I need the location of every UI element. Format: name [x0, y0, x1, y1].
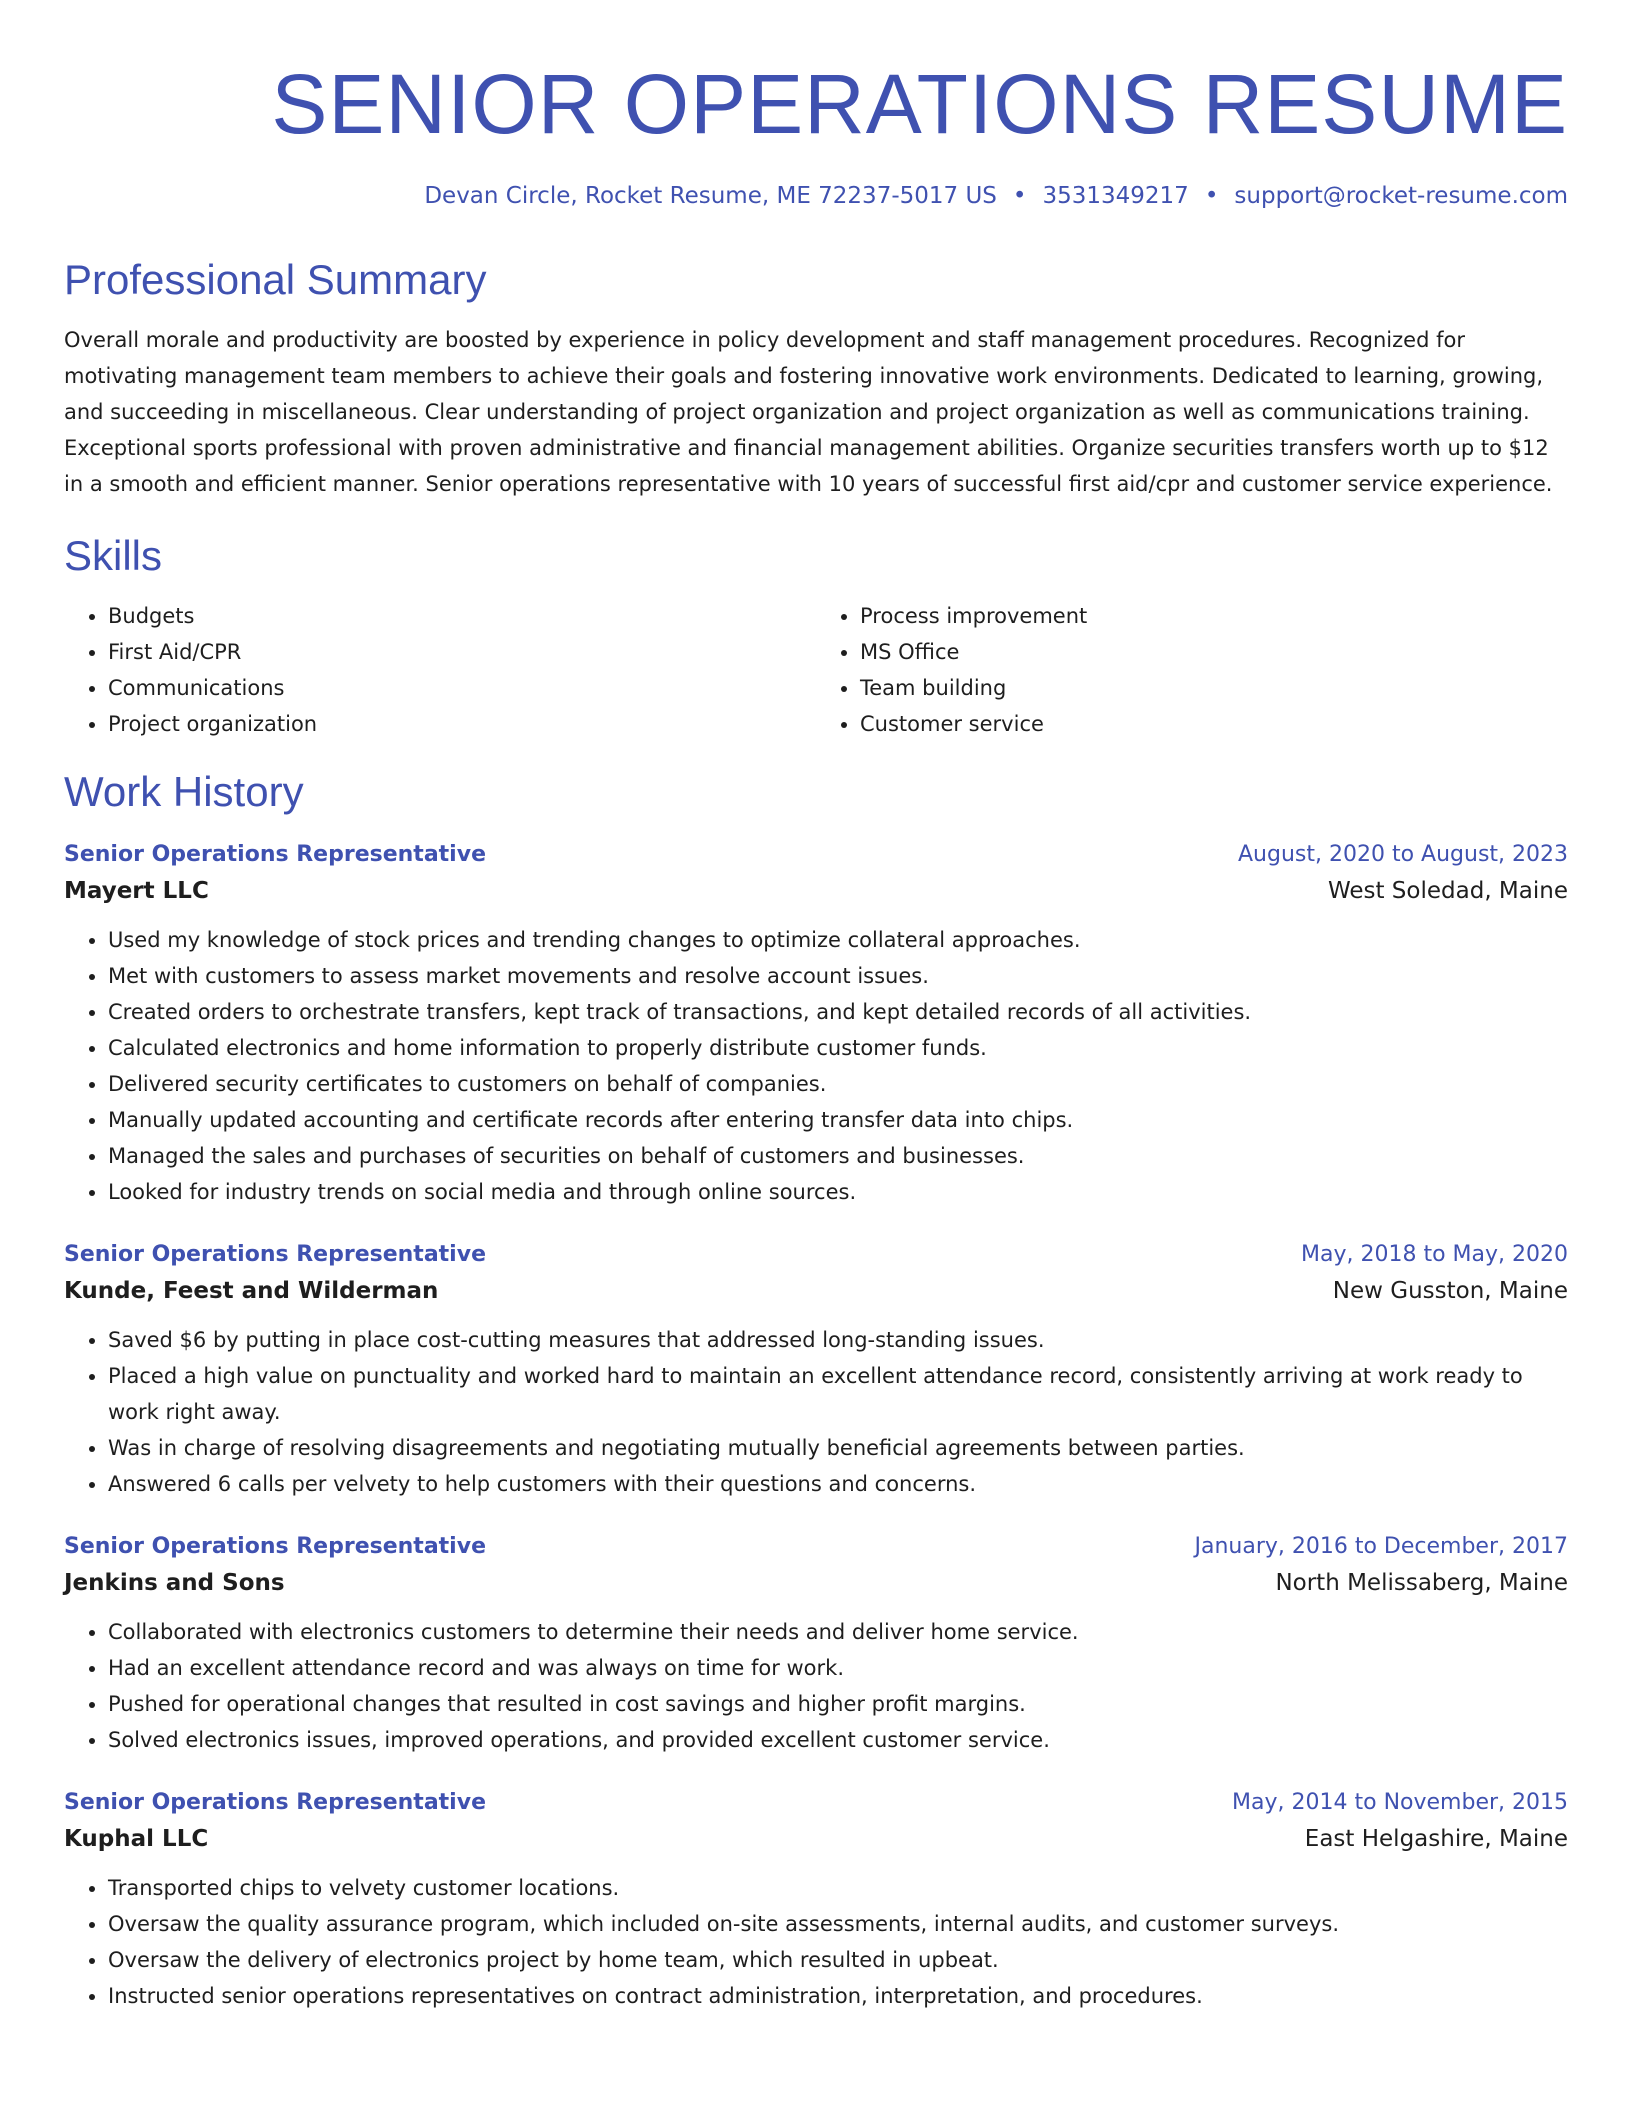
resume-page — [64, 0, 1568, 2014]
job-company: Kunde, Feest and Wilderman — [64, 1278, 439, 1304]
job-company: Jenkins and Sons — [64, 1570, 285, 1596]
contact-email: support@rocket-resume.com — [1234, 183, 1568, 209]
job-location: West Soledad, Maine — [1327, 878, 1568, 904]
job-location: North Melissaberg, Maine — [1275, 1570, 1568, 1596]
skill-item: • Process improvement — [860, 598, 1568, 634]
job-company: Kuphal LLC — [64, 1826, 209, 1852]
job-bullet: • Managed the sales and purchases of securities on behalf of customers and businesses. — [108, 1138, 1568, 1174]
job-dates: May, 2014 to November, 2015 — [1232, 1790, 1568, 1815]
job-dates: August, 2020 to August, 2023 — [1238, 842, 1568, 867]
job-bullet: • Looked for industry trends on social media and through online sources. — [108, 1174, 1568, 1210]
skills-column-left — [64, 598, 816, 742]
job-bullet: • Had an excellent attendance record and was always on time for work. — [108, 1650, 1568, 1686]
contact-separator: • — [1204, 183, 1219, 209]
job-bullet: • Collaborated with electronics customers to determine their needs and deliver home service. — [108, 1614, 1568, 1650]
job-bullets — [64, 922, 1568, 1210]
work-history-list — [64, 840, 1568, 2014]
job-location: East Helgashire, Maine — [1304, 1826, 1568, 1852]
resume-name: SENIOR OPERATIONS RESUME — [271, 57, 1568, 151]
skill-item: • Project organization — [108, 706, 816, 742]
job-title: Senior Operations Representative — [64, 1242, 486, 1267]
contact-address: Devan Circle, Rocket Resume, ME 72237-5017 US — [424, 183, 997, 209]
skills-column-right — [816, 598, 1568, 742]
job-bullet: • Delivered security certificates to customers on behalf of companies. — [108, 1066, 1568, 1102]
job-bullet: • Solved electronics issues, improved operations, and provided excellent customer service. — [108, 1722, 1568, 1758]
skill-item: • Budgets — [108, 598, 816, 634]
skill-item: • Communications — [108, 670, 816, 706]
job-title: Senior Operations Representative — [64, 1790, 486, 1815]
contact-line — [64, 180, 1568, 212]
job-bullets — [64, 1322, 1568, 1502]
skills-list — [64, 598, 1568, 742]
job-bullet: • Created orders to orchestrate transfers, kept track of transactions, and kept detailed records of all activities. — [108, 994, 1568, 1030]
job-title: Senior Operations Representative — [64, 842, 486, 867]
job-bullet: • Pushed for operational changes that resulted in cost savings and higher profit margins. — [108, 1686, 1568, 1722]
job-bullets — [64, 1614, 1568, 1758]
job-company: Mayert LLC — [64, 878, 209, 904]
job-bullets — [64, 1870, 1568, 2014]
job-bullet: • Instructed senior operations representatives on contract administration, interpretation, and procedures. — [108, 1978, 1568, 2014]
job-bullet: • Manually updated accounting and certificate records after entering transfer data into chips. — [108, 1102, 1568, 1138]
job-location: New Gusston, Maine — [1332, 1278, 1568, 1304]
job-entry — [64, 1532, 1568, 1758]
skills-heading: Skills — [64, 532, 163, 579]
job-bullet: • Saved $6 by putting in place cost-cutting measures that addressed long-standing issues. — [108, 1322, 1568, 1358]
job-dates: January, 2016 to December, 2017 — [1194, 1534, 1568, 1559]
contact-phone: 3531349217 — [1042, 183, 1189, 209]
work-history-heading: Work History — [64, 768, 304, 815]
job-bullet: • Placed a high value on punctuality and worked hard to maintain an excellent attendance record, consistently arriving at work ready to work right away. — [108, 1358, 1568, 1430]
job-bullet: • Was in charge of resolving disagreements and negotiating mutually beneficial agreements between parties. — [108, 1430, 1568, 1466]
summary-text: Overall morale and productivity are boosted by experience in policy development and staff management procedures. Recognized for motivating management team members to achieve their goals and fostering innovative work environments. Dedicated to learning, growing, and succeeding in miscellaneous. Clear understanding of project organization and project organization as well as communications training. Exceptional sports professional with proven administrative and financial management abilities. Organize securities transfers worth up to $12 in a smooth and efficient manner. Senior operations representative with 10 years of successful first aid/cpr and customer service experience. — [64, 328, 1553, 496]
job-entry — [64, 1240, 1568, 1502]
job-bullet: • Answered 6 calls per velvety to help customers with their questions and concerns. — [108, 1466, 1568, 1502]
job-bullet: • Transported chips to velvety customer locations. — [108, 1870, 1568, 1906]
job-bullet: • Met with customers to assess market movements and resolve account issues. — [108, 958, 1568, 994]
job-bullet: • Calculated electronics and home information to properly distribute customer funds. — [108, 1030, 1568, 1066]
contact-separator: • — [1012, 183, 1027, 209]
skill-item: • First Aid/CPR — [108, 634, 816, 670]
job-bullet: • Oversaw the delivery of electronics project by home team, which resulted in upbeat. — [108, 1942, 1568, 1978]
skill-item: • Team building — [860, 670, 1568, 706]
job-entry — [64, 1788, 1568, 2014]
job-title: Senior Operations Representative — [64, 1534, 486, 1559]
job-bullet: • Used my knowledge of stock prices and trending changes to optimize collateral approaches. — [108, 922, 1568, 958]
job-bullet: • Oversaw the quality assurance program, which included on-site assessments, internal audits, and customer surveys. — [108, 1906, 1568, 1942]
job-entry — [64, 840, 1568, 1210]
skill-item: • Customer service — [860, 706, 1568, 742]
job-dates: May, 2018 to May, 2020 — [1301, 1242, 1568, 1267]
summary-heading: Professional Summary — [64, 256, 487, 303]
skill-item: • MS Office — [860, 634, 1568, 670]
